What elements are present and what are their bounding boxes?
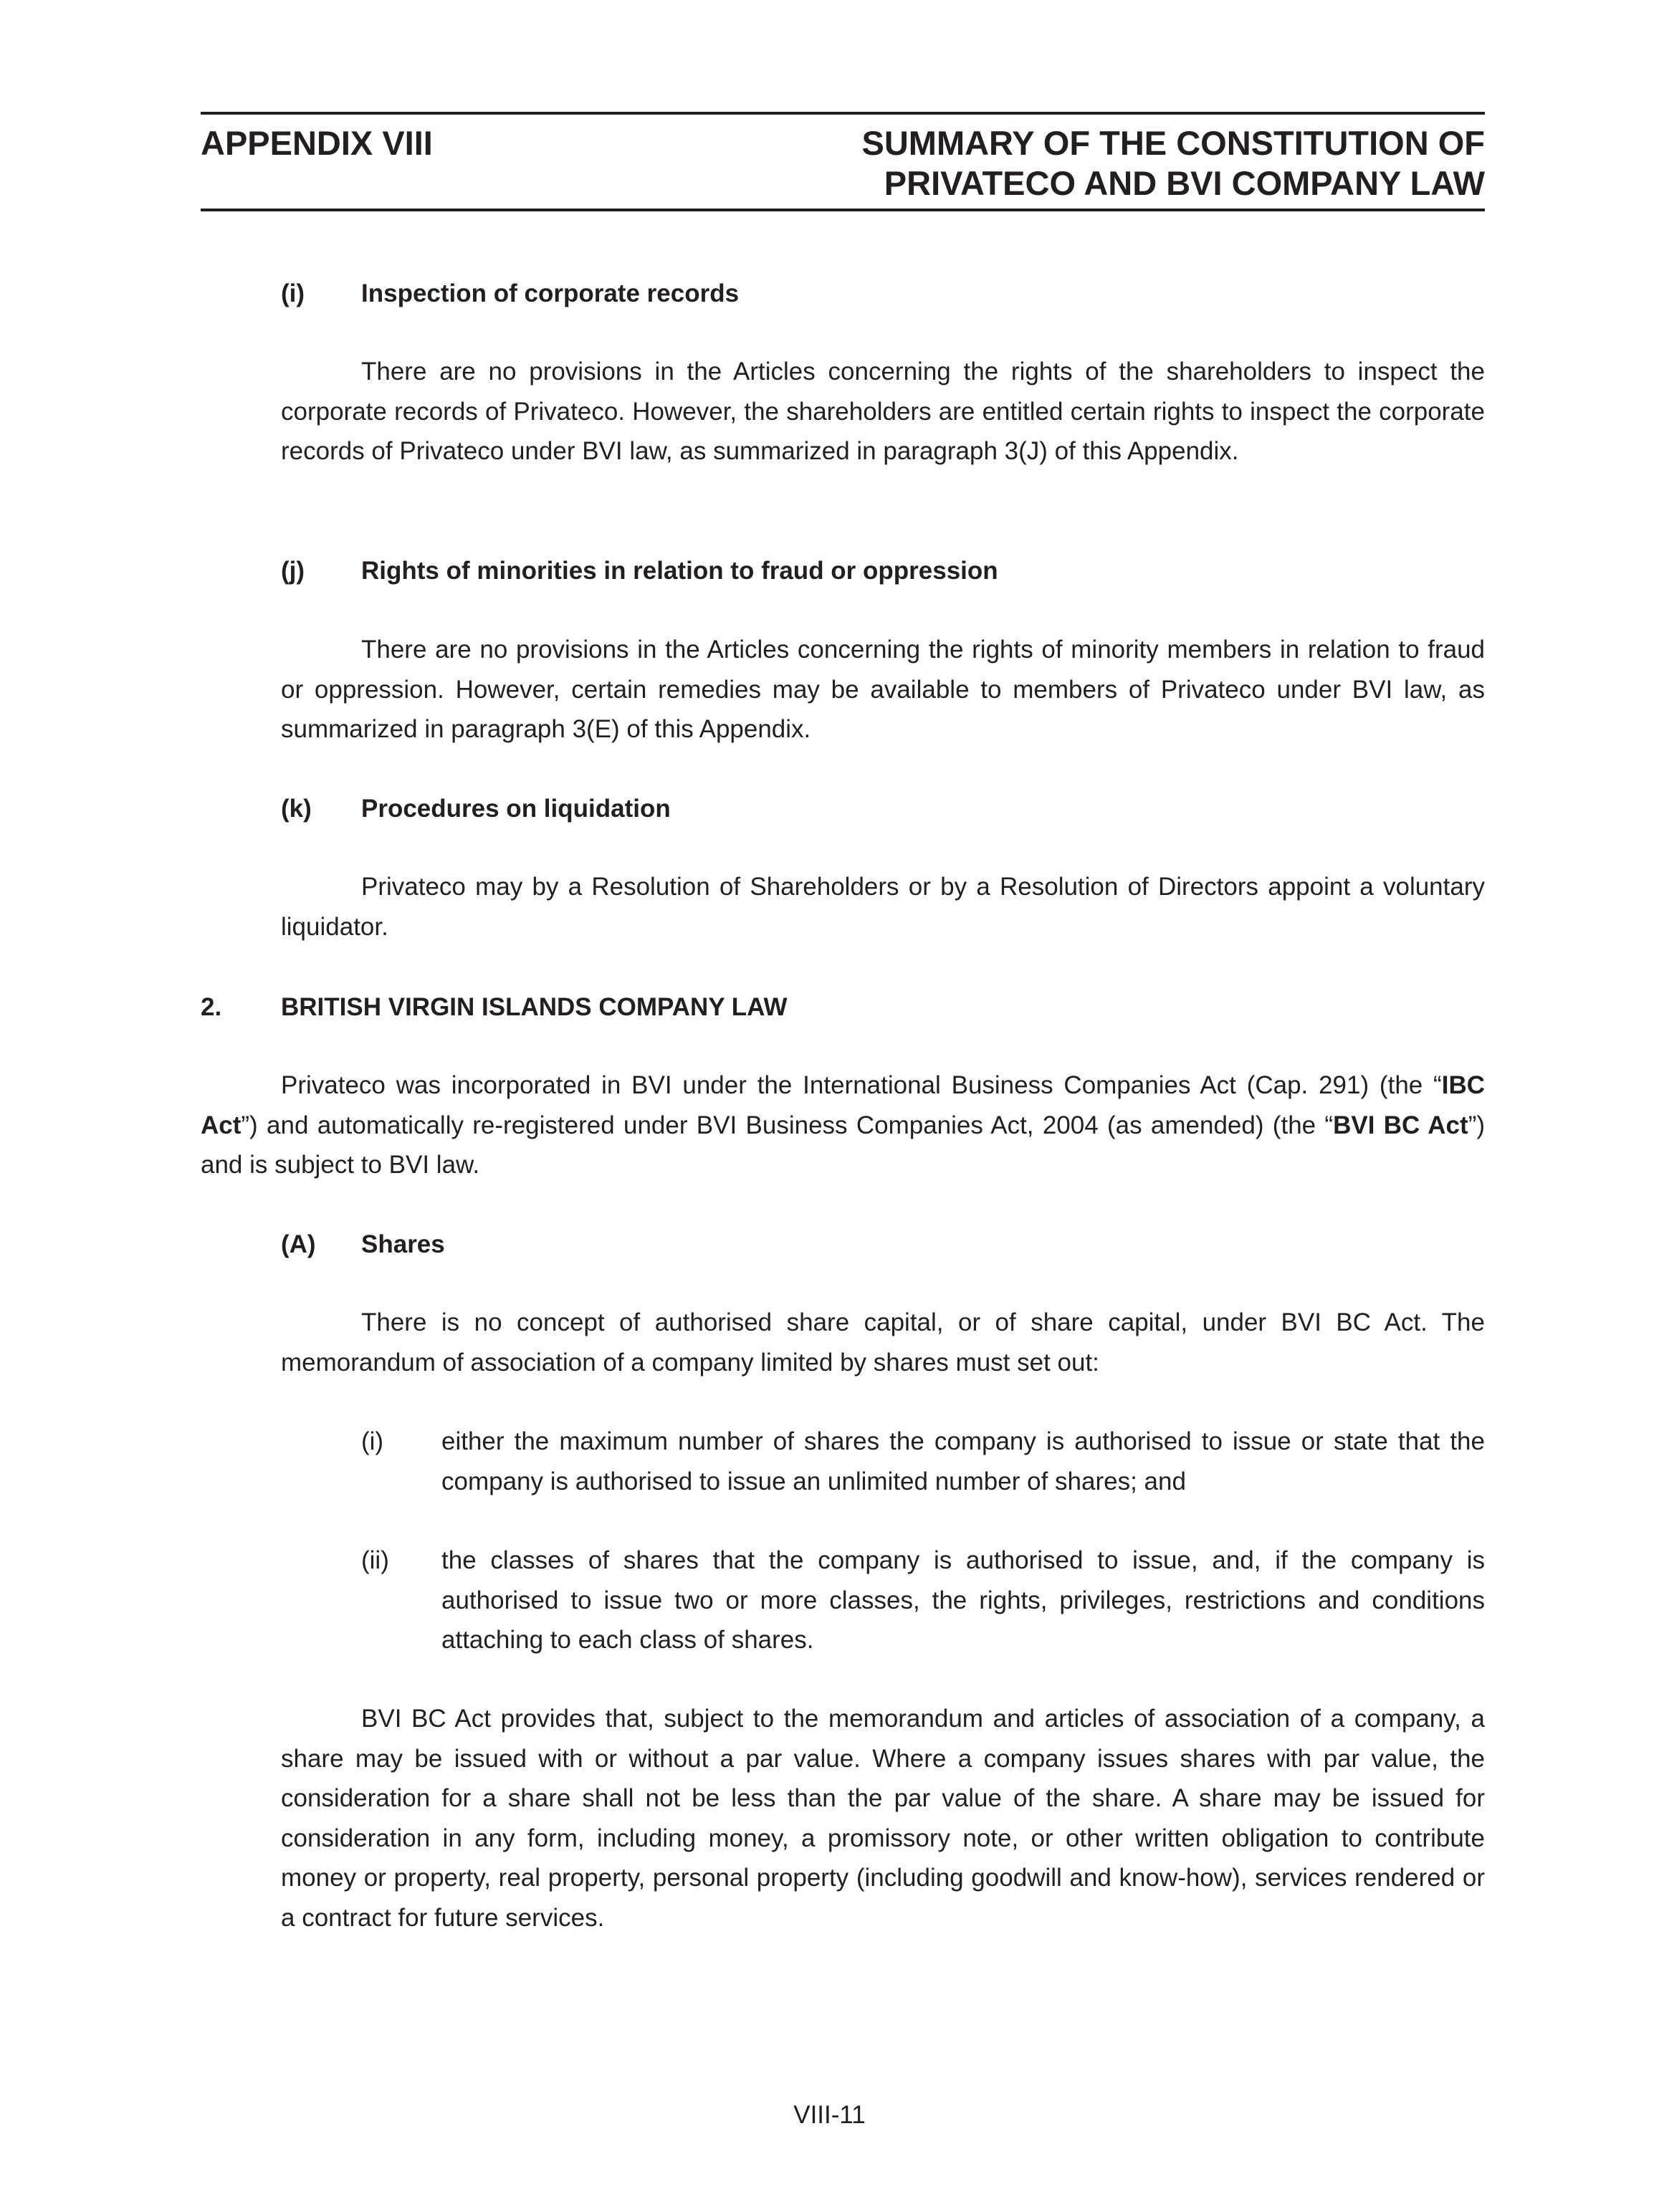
paragraph-text: BVI BC Act provides that, subject to the memorandum and articles of association of a company, a share may be issued with or without a par value. Where a company issues shares with par value, the consideration for a share shall not be less than the par value of the share. A share may be issued for consideration in any form, including money, a promissory note, or other written obligation to contribute money or property, real property, personal property (including goodwill and know-how), services rendered or a contract for future services.	[281, 1705, 1485, 1932]
heading-label: (k)	[281, 795, 312, 823]
page-number: VIII-11	[793, 2101, 866, 2129]
paragraph-liquidation	[281, 867, 1485, 947]
heading-text: Rights of minorities in relation to fraud or oppression	[361, 557, 998, 585]
paragraph-incorporation: Privateco was incorporated in BVI under the International Business Companies Act (Cap. 291) (the “IBC Act”) and automatically re-registered under BVI Business Companies Act, 2004 (as amended) (the “BVI BC Act”) and is subject to BVI law.	[201, 1071, 1485, 1179]
list-item-number: (ii)	[361, 1546, 389, 1574]
paragraph-minorities	[281, 630, 1485, 750]
heading-label: (j)	[281, 557, 305, 585]
heading-number: 2.	[201, 993, 222, 1021]
paragraph-par-value	[281, 1699, 1485, 1938]
list-item-text: the classes of shares that the company is authorised to issue, and, if the company is authorised to issue two or more classes, the rights, privileges, restrictions and conditions attaching to each class of shares.	[441, 1546, 1485, 1654]
appendix-title: APPENDIX VIII	[201, 124, 433, 162]
paragraph-text: There is no concept of authorised share capital, or of share capital, under BVI BC Act. The memorandum of association of a company limited by shares must set out:	[281, 1308, 1485, 1376]
paragraph-text: There are no provisions in the Articles concerning the rights of the shareholders to inspect the corporate records of Privateco. However, the shareholders are entitled certain rights to inspect the corporate records of Privateco under BVI law, as summarized in paragraph 3(J) of this Appendix.	[281, 358, 1485, 465]
defined-term-bvi-bc-act: BVI BC Act	[1333, 1111, 1468, 1139]
header-top-rule	[201, 112, 1485, 115]
paragraph-text: There are no provisions in the Articles concerning the rights of minority members in relation to fraud or oppression. However, certain remedies may be available to members of Privateco under BVI law, as summarized in paragraph 3(E) of this Appendix.	[281, 636, 1485, 743]
heading-text: Inspection of corporate records	[361, 279, 740, 307]
heading-text: Shares	[361, 1230, 445, 1258]
list-item-number: (i)	[361, 1427, 384, 1455]
section-title-line-2: PRIVATECO AND BVI COMPANY LAW	[884, 164, 1485, 203]
heading-label: (A)	[281, 1230, 316, 1258]
defined-term-ibc-act: IBC Act	[201, 1071, 1485, 1139]
header-bottom-rule	[201, 209, 1485, 211]
paragraph-shares-intro	[281, 1303, 1485, 1382]
heading-text: BRITISH VIRGIN ISLANDS COMPANY LAW	[281, 993, 788, 1021]
list-item-text: either the maximum number of shares the company is authorised to issue or state that the company is authorised to issue an unlimited number of shares; and	[441, 1427, 1485, 1495]
heading-text: Procedures on liquidation	[361, 795, 671, 823]
heading-label: (i)	[281, 279, 305, 307]
paragraph-inspection	[281, 352, 1485, 471]
section-title-line-1: SUMMARY OF THE CONSTITUTION OF	[861, 124, 1485, 162]
section-title	[862, 123, 1485, 204]
paragraph-text: Privateco may by a Resolution of Shareholders or by a Resolution of Directors appoint a voluntary liquidator.	[281, 873, 1485, 941]
